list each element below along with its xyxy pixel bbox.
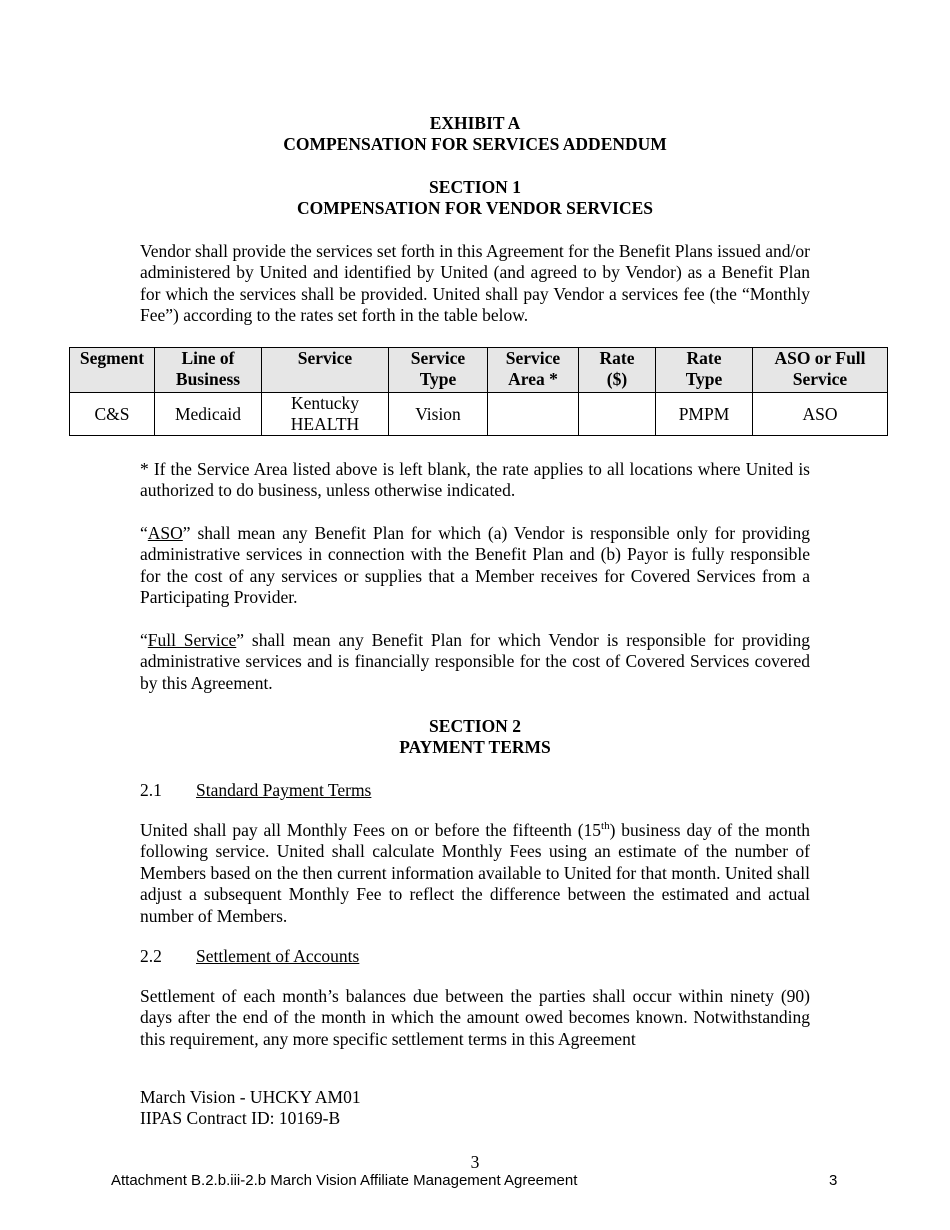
header-segment: Segment: [70, 348, 155, 393]
footer-line-1: March Vision - UHCKY AM01: [140, 1087, 361, 1107]
section1-intro: Vendor shall provide the services set forth in this Agreement for the Benefit Plans issued and/or administered by United and identified by United (and agreed to by Vendor) as a Benefit Plan for which the services shall be provided. United shall pay Vendor a services fee (the “Monthly Fee”) according to the rates set forth in the table below.: [140, 241, 810, 326]
section1-heading: [0, 177, 950, 219]
cell-service-area: [488, 393, 579, 436]
cell-service-type: Vision: [389, 393, 488, 436]
subsection-2-1-heading: 2.1 Standard Payment Terms: [140, 780, 372, 800]
attachment-page: 3: [829, 1172, 838, 1189]
cell-segment: C&S: [70, 393, 155, 436]
footer-line-2: IIPAS Contract ID: 10169-B: [140, 1108, 341, 1129]
header-service: Service: [262, 348, 389, 393]
table-row: [70, 393, 888, 436]
section1-title: SECTION 1: [429, 177, 521, 197]
section2-heading: [0, 716, 950, 758]
header-line-of-business: Line of Business: [155, 348, 262, 393]
attachment-label: Attachment B.2.b.iii-2.b March Vision Affiliate Management Agreement: [111, 1172, 578, 1189]
page-number: 3: [470, 1152, 480, 1172]
cell-service: Kentucky HEALTH: [262, 393, 389, 436]
subsection-2-2-heading: 2.2 Settlement of Accounts: [140, 946, 360, 966]
section1-subtitle: COMPENSATION FOR VENDOR SERVICES: [296, 198, 654, 218]
header-rate: Rate ($): [579, 348, 656, 393]
header-service-area: Service Area *: [488, 348, 579, 393]
exhibit-subtitle: COMPENSATION FOR SERVICES ADDENDUM: [283, 134, 667, 154]
header-service-type: Service Type: [389, 348, 488, 393]
cell-line-of-business: Medicaid: [155, 393, 262, 436]
cell-rate-type: PMPM: [656, 393, 753, 436]
section2-title: SECTION 2: [429, 716, 521, 736]
cell-rate: [579, 393, 656, 436]
section2-subtitle: PAYMENT TERMS: [399, 737, 551, 757]
exhibit-heading: [0, 113, 950, 155]
document-footer: [140, 1087, 810, 1130]
aso-definition: “ASO” shall mean any Benefit Plan for which (a) Vendor is responsible only for providing administrative services in connection with the Benefit Plan and (b) Payor is fully responsible for the cost of any services or supplies that a Member receives for Covered Services from a Participating Provider.: [140, 523, 810, 608]
header-rate-type: Rate Type: [656, 348, 753, 393]
full-service-term: Full Service: [147, 630, 237, 650]
service-area-note: * If the Service Area listed above is left blank, the rate applies to all locations where United is authorized to do business, unless otherwise indicated.: [140, 459, 810, 501]
header-aso-or-full: ASO or Full Service: [753, 348, 888, 393]
exhibit-title: EXHIBIT A: [429, 113, 521, 133]
cell-aso: ASO: [753, 393, 888, 436]
table-header-row: [70, 348, 888, 393]
rates-table: [69, 347, 888, 436]
full-service-definition: “Full Service” shall mean any Benefit Plan for which Vendor is responsible for providing administrative services and is financially responsible for the cost of Covered Services covered by this Agreement.: [140, 630, 811, 693]
subsection-2-2-text: Settlement of each month’s balances due between the parties shall occur within ninety (90) days after the end of the month in which the amount owed becomes known. Notwithstanding this requirement, any more specific settlement terms in this Agreement: [140, 986, 810, 1049]
subsection-2-1-text: United shall pay all Monthly Fees on or before the fifteenth (15th) business day of the month following service. United shall calculate Monthly Fees using an estimate of the number of Members based on the then current information available to United for that month. United shall adjust a subsequent Monthly Fee to reflect the difference between the estimated and actual number of Members.: [140, 820, 810, 926]
aso-term: ASO: [147, 523, 183, 543]
